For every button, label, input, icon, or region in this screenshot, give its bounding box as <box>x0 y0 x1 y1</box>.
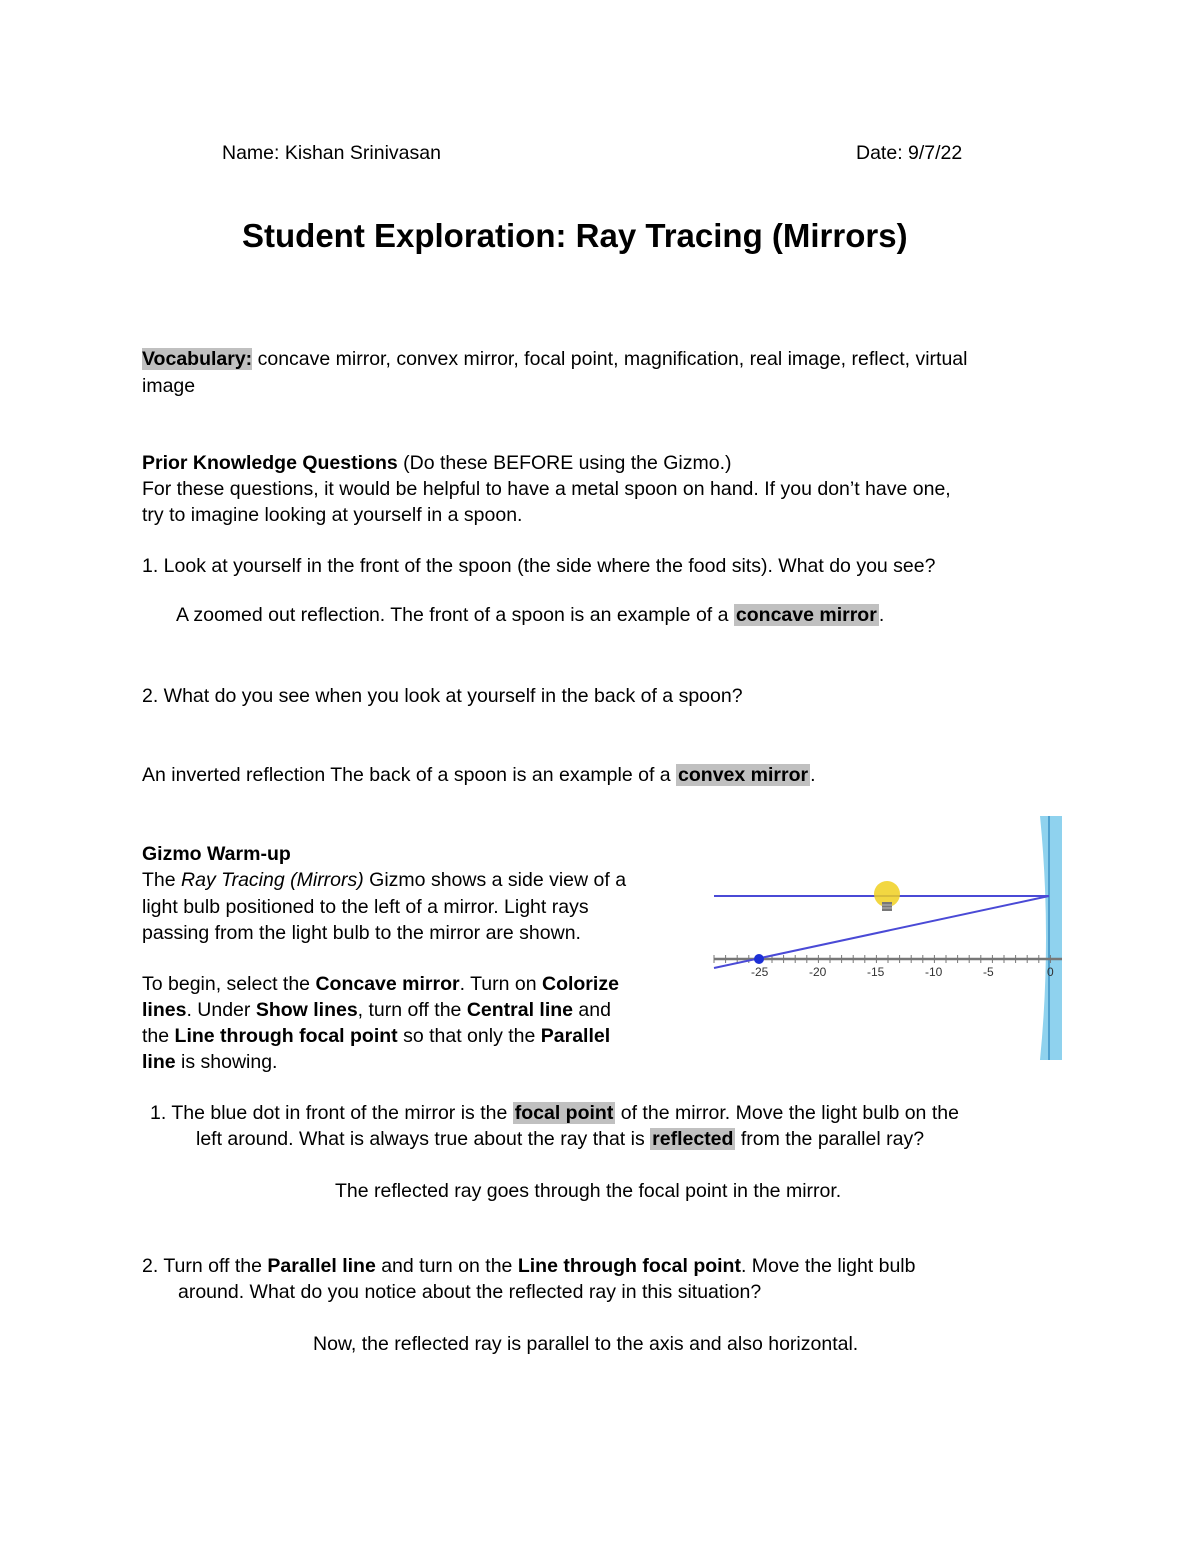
prior-intro-2: try to imagine looking at yourself in a spoon. <box>142 504 523 526</box>
warmup-p2-line-3 <box>142 1023 610 1049</box>
line-word: line <box>142 1051 176 1073</box>
date: Date: 9/7/22 <box>856 142 963 164</box>
concave-mirror-option: Concave mirror <box>315 973 460 995</box>
reflected-ray <box>714 896 1049 968</box>
text: from the parallel ray? <box>735 1128 925 1150</box>
gizmo-name: Ray Tracing (Mirrors) <box>181 869 364 891</box>
warmup-p1-line-1 <box>142 867 626 893</box>
text: left around. What is always true about the ray that is <box>196 1128 651 1150</box>
answer-1-text: A zoomed out reflection. The front of a spoon is an example of a <box>176 604 734 626</box>
text: . Turn on <box>459 973 542 995</box>
vocabulary-line-1 <box>142 346 967 372</box>
text: . Under <box>186 999 256 1021</box>
tick-label: 0 <box>1047 965 1054 979</box>
prior-question-2: 2. What do you see when you look at yourself in the back of a spoon? <box>142 685 743 707</box>
tick-label: -10 <box>925 965 943 979</box>
tick-label: -5 <box>983 965 994 979</box>
focal-point-dot <box>754 954 764 964</box>
parallel-word: Parallel <box>540 1025 611 1047</box>
warmup-question-1-line-2 <box>196 1126 924 1152</box>
prior-question-1: 1. Look at yourself in the front of the spoon (the side where the food sits). What do you see? <box>142 555 936 577</box>
text: and <box>573 999 611 1021</box>
text: of the mirror. Move the light bulb on the <box>615 1102 959 1124</box>
text: is showing. <box>175 1051 278 1073</box>
focal-line-option: Line through focal point <box>517 1255 741 1277</box>
warmup-p1-line-3: passing from the light bulb to the mirror are shown. <box>142 922 581 944</box>
text: The <box>142 869 182 891</box>
answer-1-period: . <box>878 604 885 626</box>
warmup-p2-line-2 <box>142 997 611 1023</box>
central-line-option: Central line <box>466 999 574 1021</box>
text: so that only the <box>397 1025 541 1047</box>
warmup-answer-1: The reflected ray goes through the focal point in the mirror. <box>335 1180 842 1202</box>
concave-mirror <box>1040 816 1062 1060</box>
prior-heading-bold: Prior Knowledge Questions <box>142 452 398 474</box>
parallel-line-option: Parallel line <box>267 1255 376 1277</box>
axis-tick-labels <box>751 965 1054 979</box>
text: Gizmo shows a side view of a <box>363 869 627 891</box>
light-bulb-icon <box>874 881 900 911</box>
tick-label: -20 <box>809 965 827 979</box>
focal-line-option: Line through focal point <box>174 1025 398 1047</box>
vocabulary-line-2: image <box>142 375 196 397</box>
colorize-option: Colorize <box>541 973 619 995</box>
warmup-question-2-line-2: around. What do you notice about the reflected ray in this situation? <box>178 1281 762 1303</box>
text: the <box>142 1025 175 1047</box>
prior-heading-note: (Do these BEFORE using the Gizmo.) <box>397 452 732 474</box>
text: , turn off the <box>357 999 467 1021</box>
warmup-question-1-line-1 <box>150 1100 959 1126</box>
prior-answer-2 <box>142 762 816 788</box>
show-lines-option: Show lines <box>255 999 358 1021</box>
ray-tracing-figure <box>712 816 1064 1060</box>
concave-mirror-term: concave mirror <box>735 604 877 626</box>
warmup-answer-2: Now, the reflected ray is parallel to the axis and also horizontal. <box>313 1333 859 1355</box>
lines-word: lines <box>142 999 187 1021</box>
text: To begin, select the <box>142 973 316 995</box>
prior-knowledge-heading <box>142 450 732 476</box>
warmup-p1-line-2: light bulb positioned to the left of a mirror. Light rays <box>142 896 589 918</box>
answer-2-text: An inverted reflection The back of a spoon is an example of a <box>142 764 677 786</box>
answer-2-period: . <box>810 764 816 786</box>
student-name: Name: Kishan Srinivasan <box>222 142 441 164</box>
warmup-heading: Gizmo Warm-up <box>142 843 291 865</box>
vocabulary-label: Vocabulary: <box>142 348 253 370</box>
tick-label: -25 <box>751 965 769 979</box>
focal-point-term: focal point <box>514 1102 614 1124</box>
prior-intro-1: For these questions, it would be helpful to have a metal spoon on hand. If you don’t have one, <box>142 478 951 500</box>
text: . Move the light bulb <box>740 1255 916 1277</box>
warmup-question-2-line-1 <box>142 1253 916 1279</box>
text: 2. Turn off the <box>142 1255 268 1277</box>
warmup-p2-line-4 <box>142 1049 277 1075</box>
warmup-p2-line-1 <box>142 971 619 997</box>
text: and turn on the <box>375 1255 518 1277</box>
reflected-term: reflected <box>652 1128 734 1150</box>
tick-label: -15 <box>867 965 885 979</box>
page-title: Student Exploration: Ray Tracing (Mirrors) <box>242 217 908 254</box>
vocabulary-terms: concave mirror, convex mirror, focal point, magnification, real image, reflect, virtual <box>252 348 968 370</box>
text: 1. The blue dot in front of the mirror is the <box>150 1102 513 1124</box>
prior-answer-1 <box>176 602 884 628</box>
convex-mirror-term: convex mirror <box>678 764 809 786</box>
